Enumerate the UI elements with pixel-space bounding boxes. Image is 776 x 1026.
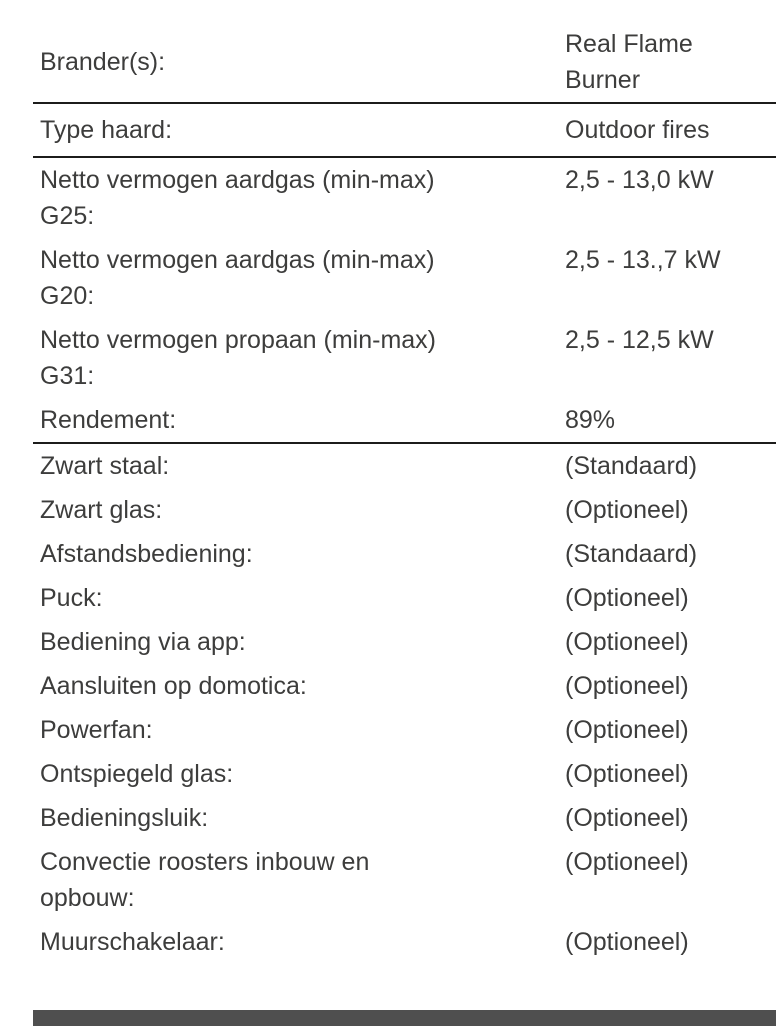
spec-label: [33, 492, 565, 528]
spec-label-text: Zwart staal:: [40, 452, 170, 480]
spec-label-text: Netto vermogen propaan (min-max) G31:: [40, 326, 436, 390]
spec-value: [565, 624, 776, 660]
spec-label-text: Ontspiegeld glas:: [40, 760, 234, 788]
spec-value: [565, 844, 776, 880]
spec-label: [33, 242, 565, 314]
spec-value-text: (Optioneel): [565, 848, 689, 876]
spec-value: [565, 26, 776, 98]
spec-label: [33, 712, 565, 748]
spec-value: [565, 756, 776, 792]
spec-label: [33, 536, 565, 572]
spec-row: [33, 532, 776, 576]
spec-value: [565, 322, 776, 358]
spec-label-text: Bediening via app:: [40, 628, 246, 656]
spec-label: [33, 844, 565, 916]
spec-value-text: 2,5 - 13.,7 kW: [565, 246, 721, 274]
spec-row: [33, 920, 776, 964]
spec-row: [33, 620, 776, 664]
spec-value-text: (Optioneel): [565, 716, 689, 744]
spec-label: [33, 112, 565, 148]
spec-label-text: Bedieningsluik:: [40, 804, 209, 832]
spec-row: [33, 104, 776, 158]
spec-value: [565, 492, 776, 528]
spec-row: [33, 708, 776, 752]
spec-row: [33, 444, 776, 488]
spec-label-text: Afstandsbediening:: [40, 540, 253, 568]
spec-label-text: Convectie roosters inbouw en opbouw:: [40, 848, 370, 912]
spec-row: [33, 752, 776, 796]
spec-label: [33, 756, 565, 792]
spec-value: [565, 712, 776, 748]
spec-row: [33, 398, 776, 444]
next-section-bar: [33, 1010, 776, 1026]
spec-value-text: (Optioneel): [565, 804, 689, 832]
spec-value-text: 2,5 - 12,5 kW: [565, 326, 714, 354]
spec-value: [565, 800, 776, 836]
spec-label-text: Aansluiten op domotica:: [40, 672, 307, 700]
spec-value: [565, 580, 776, 616]
spec-label: [33, 322, 565, 394]
spec-table: [33, 26, 776, 964]
spec-label: [33, 624, 565, 660]
spec-label: [33, 162, 565, 234]
spec-label: [33, 402, 565, 438]
spec-label: [33, 26, 565, 98]
spec-row: [33, 840, 776, 920]
spec-row: [33, 576, 776, 620]
spec-label-text: Netto vermogen aardgas (min-max) G20:: [40, 246, 435, 310]
spec-row: [33, 488, 776, 532]
spec-label-text: Rendement:: [40, 406, 177, 434]
spec-label-text: Netto vermogen aardgas (min-max) G25:: [40, 166, 435, 230]
spec-value-text: Outdoor fires: [565, 116, 710, 144]
spec-value-text: 89%: [565, 406, 616, 434]
spec-value-text: (Optioneel): [565, 928, 689, 956]
spec-label-text: Type haard:: [40, 116, 173, 144]
spec-value-text: Real Flame Burner: [565, 30, 693, 94]
spec-label: [33, 448, 565, 484]
spec-value: [565, 668, 776, 704]
spec-value-text: (Standaard): [565, 540, 698, 568]
spec-label-text: Brander(s):: [40, 48, 166, 76]
spec-value: [565, 536, 776, 572]
spec-label: [33, 668, 565, 704]
spec-row: [33, 26, 776, 104]
spec-value-text: (Optioneel): [565, 584, 689, 612]
spec-row: [33, 664, 776, 708]
spec-value-text: (Optioneel): [565, 628, 689, 656]
spec-label-text: Muurschakelaar:: [40, 928, 225, 956]
spec-label: [33, 800, 565, 836]
spec-value-text: (Optioneel): [565, 496, 689, 524]
spec-value-text: (Standaard): [565, 452, 698, 480]
spec-row: [33, 238, 776, 318]
spec-label-text: Zwart glas:: [40, 496, 163, 524]
spec-value: [565, 162, 776, 198]
spec-row: [33, 796, 776, 840]
spec-value: [565, 924, 776, 960]
spec-label: [33, 924, 565, 960]
spec-label-text: Powerfan:: [40, 716, 153, 744]
spec-value: [565, 112, 776, 148]
spec-value: [565, 448, 776, 484]
spec-row: [33, 318, 776, 398]
spec-value: [565, 402, 776, 438]
spec-row: [33, 158, 776, 238]
spec-value-text: (Optioneel): [565, 760, 689, 788]
spec-value-text: (Optioneel): [565, 672, 689, 700]
spec-label-text: Puck:: [40, 584, 103, 612]
spec-value: [565, 242, 776, 278]
spec-value-text: 2,5 - 13,0 kW: [565, 166, 714, 194]
spec-label: [33, 580, 565, 616]
